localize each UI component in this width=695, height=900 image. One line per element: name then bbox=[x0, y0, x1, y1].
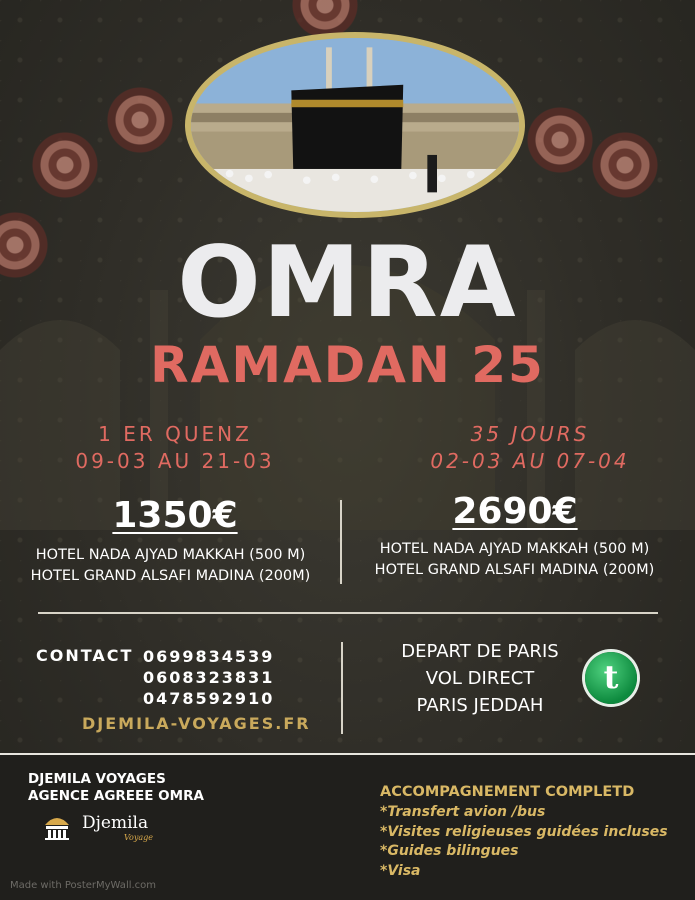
left-offer-dates: 09-03 AU 21-03 bbox=[75, 449, 275, 473]
kaaba-photo bbox=[185, 32, 525, 218]
logo-name: Djemila bbox=[82, 813, 149, 833]
footer bbox=[0, 753, 695, 900]
website-link[interactable]: DJEMILA-VOYAGES.FR bbox=[82, 714, 311, 733]
accompaniment-title: ACCOMPAGNEMENT COMPLETD bbox=[380, 784, 635, 800]
floral-ornament bbox=[520, 100, 600, 180]
main-title: OMRA bbox=[177, 226, 518, 340]
hotel-line: HOTEL GRAND ALSAFI MADINA (200M) bbox=[30, 568, 311, 584]
floral-ornament bbox=[20, 120, 110, 210]
left-hotels bbox=[8, 545, 333, 587]
contact-divider bbox=[341, 642, 343, 734]
departure-line: DEPART DE PARIS bbox=[401, 641, 559, 662]
left-offer-name: 1 ER QUENZ bbox=[98, 422, 252, 446]
offers-divider bbox=[340, 500, 342, 584]
phone-number[interactable]: 0699834539 bbox=[143, 647, 275, 666]
agency-line: AGENCE AGREEE OMRA bbox=[28, 788, 204, 804]
subtitle: RAMADAN 25 bbox=[150, 336, 545, 394]
right-offer-name: 35 JOURS bbox=[470, 422, 590, 446]
watermark: Made with PosterMyWall.com bbox=[10, 880, 157, 891]
floral-ornament bbox=[590, 130, 660, 200]
right-offer-header bbox=[390, 421, 670, 475]
hotel-line: HOTEL NADA AJYAD MAKKAH (500 M) bbox=[35, 547, 306, 563]
list-item: *Transfert avion /bus bbox=[380, 804, 546, 820]
hotel-line: HOTEL NADA AJYAD MAKKAH (500 M) bbox=[379, 541, 650, 557]
list-item: *Visa bbox=[380, 862, 421, 879]
phone-number[interactable]: 0478592910 bbox=[143, 689, 275, 708]
accompaniment-list bbox=[380, 803, 668, 881]
left-price: 1350€ bbox=[112, 495, 238, 536]
list-item: *Visites religieuses guidées incluses bbox=[380, 823, 668, 840]
logo-letter: t bbox=[603, 658, 619, 696]
departure-line: PARIS JEDDAH bbox=[416, 695, 544, 716]
agency-line: DJEMILA VOYAGES bbox=[28, 771, 166, 787]
agency-name bbox=[28, 771, 204, 805]
departure-info bbox=[360, 638, 600, 719]
departure-line: VOL DIRECT bbox=[425, 668, 535, 689]
phone-number[interactable]: 0608323831 bbox=[143, 668, 275, 687]
djemila-logo bbox=[42, 811, 182, 843]
hotel-line: HOTEL GRAND ALSAFI MADINA (200M) bbox=[374, 562, 655, 578]
transavia-t-logo-icon bbox=[585, 652, 637, 704]
right-offer-dates: 02-03 AU 07-04 bbox=[430, 449, 630, 473]
contact-label: CONTACT bbox=[36, 646, 134, 665]
floral-ornament bbox=[100, 80, 180, 160]
section-divider bbox=[38, 612, 658, 614]
logo-sub: Voyage bbox=[124, 833, 154, 842]
phone-numbers bbox=[143, 646, 274, 709]
list-item: *Guides bilingues bbox=[380, 843, 519, 859]
right-hotels bbox=[352, 539, 677, 581]
left-offer-header bbox=[40, 421, 310, 475]
right-price: 2690€ bbox=[452, 491, 578, 532]
building-logo-icon bbox=[42, 811, 72, 841]
